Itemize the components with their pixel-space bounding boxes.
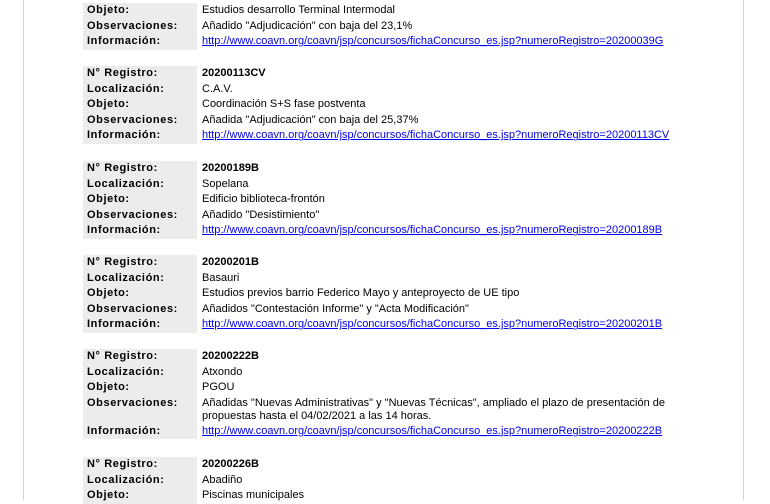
observaciones-label: Observaciones: [83, 396, 197, 424]
observaciones-value: Añadido "Adjudicación" con baja del 23,1% [202, 19, 413, 32]
localizacion-value: Abadiño [202, 473, 243, 486]
localizacion-label: Localización: [83, 177, 197, 193]
registro-row [83, 161, 703, 177]
localizacion-row [83, 473, 703, 489]
localizacion-label: Localización: [83, 271, 197, 287]
informacion-label: Información: [83, 424, 197, 440]
objeto-label: Objeto: [83, 488, 197, 504]
observaciones-row [83, 19, 703, 35]
informacion-label: Información: [83, 34, 197, 50]
observaciones-row [83, 208, 703, 224]
objeto-value: Estudios previos barrio Federico Mayo y anteproyecto de UE tipo [202, 287, 520, 300]
observaciones-row [83, 113, 703, 129]
localizacion-value: Basauri [202, 271, 240, 284]
localizacion-row [83, 177, 703, 193]
informacion-value [197, 223, 662, 239]
informacion-label: Información: [83, 317, 197, 333]
localizacion-value: C.A.V. [202, 82, 233, 95]
objeto-label: Objeto: [83, 3, 197, 19]
localizacion-value: Atxondo [202, 365, 243, 378]
objeto-row [83, 286, 703, 302]
ficha-concurso-link[interactable]: http://www.coavn.org/coavn/jsp/concursos/fichaConcurso_es.jsp?numeroRegistro=20200113CV [202, 129, 670, 142]
informacion-row [83, 223, 703, 239]
observaciones-label: Observaciones: [83, 19, 197, 35]
objeto-row [83, 3, 703, 19]
registro-row [83, 349, 703, 365]
localizacion-label: Localización: [83, 82, 197, 98]
record-20200201B [83, 255, 703, 333]
registro-row [83, 66, 703, 82]
registro-label: N° Registro: [83, 255, 197, 271]
observaciones-row [83, 396, 703, 424]
informacion-row [83, 128, 703, 144]
registro-row [83, 457, 703, 473]
observaciones-label: Observaciones: [83, 302, 197, 318]
registro-row [83, 255, 703, 271]
observaciones-value: Añadidas "Nuevas Administrativas" y "Nuevas Técnicas", ampliado el plazo de presentación de propuestas hasta el 04/02/2021 a las 14 horas. [202, 396, 665, 422]
registro-label: N° Registro: [83, 161, 197, 177]
registro-value: 20200201B [202, 256, 259, 268]
informacion-value [197, 34, 663, 50]
record-20200113CV [83, 66, 703, 144]
objeto-label: Objeto: [83, 380, 197, 396]
observaciones-value: Añadido "Desistimiento" [202, 208, 320, 221]
informacion-row [83, 317, 703, 333]
informacion-row [83, 34, 703, 50]
objeto-label: Objeto: [83, 192, 197, 208]
objeto-label: Objeto: [83, 97, 197, 113]
objeto-row [83, 97, 703, 113]
ficha-concurso-link[interactable]: http://www.coavn.org/coavn/jsp/concursos/fichaConcurso_es.jsp?numeroRegistro=20200222B [202, 424, 663, 437]
observaciones-value: Añadida "Adjudicación" con baja del 25,37% [202, 113, 419, 126]
informacion-value [197, 128, 669, 144]
registro-value: 20200113CV [202, 67, 266, 79]
objeto-row [83, 192, 703, 208]
localizacion-label: Localización: [83, 365, 197, 381]
record-20200222B [83, 349, 703, 439]
localizacion-row [83, 365, 703, 381]
registro-label: N° Registro: [83, 66, 197, 82]
ficha-concurso-link[interactable]: http://www.coavn.org/coavn/jsp/concursos/fichaConcurso_es.jsp?numeroRegistro=20200039G [202, 35, 664, 48]
objeto-value: Coordinación S+S fase postventa [202, 98, 366, 111]
informacion-row [83, 424, 703, 440]
ficha-concurso-link[interactable]: http://www.coavn.org/coavn/jsp/concursos/fichaConcurso_es.jsp?numeroRegistro=20200201B [202, 318, 663, 331]
observaciones-label: Observaciones: [83, 113, 197, 129]
informacion-label: Información: [83, 223, 197, 239]
record-20200039G [83, 3, 703, 50]
objeto-row [83, 488, 703, 504]
localizacion-value: Sopelana [202, 177, 249, 190]
observaciones-row [83, 302, 703, 318]
record-20200189B [83, 161, 703, 239]
registro-label: N° Registro: [83, 457, 197, 473]
objeto-value: Edificio biblioteca-frontón [202, 193, 325, 206]
document-page [23, 0, 744, 500]
objeto-value: Piscinas municipales [202, 489, 305, 502]
ficha-concurso-link[interactable]: http://www.coavn.org/coavn/jsp/concursos/fichaConcurso_es.jsp?numeroRegistro=20200189B [202, 224, 663, 237]
registro-value: 20200226B [202, 458, 259, 470]
objeto-value: Estudios desarrollo Terminal Intermodal [202, 4, 395, 16]
localizacion-row [83, 82, 703, 98]
informacion-value [197, 424, 662, 440]
registro-label: N° Registro: [83, 349, 197, 365]
localizacion-row [83, 271, 703, 287]
registro-value: 20200189B [202, 162, 259, 174]
registro-value: 20200222B [202, 350, 259, 362]
observaciones-value: Añadidos "Contestación Informe" y "Acta Modificación" [202, 302, 469, 315]
observaciones-label: Observaciones: [83, 208, 197, 224]
record-20200226B [83, 457, 703, 504]
objeto-value: PGOU [202, 381, 235, 394]
informacion-value [197, 317, 662, 333]
localizacion-label: Localización: [83, 473, 197, 489]
objeto-row [83, 380, 703, 396]
informacion-label: Información: [83, 128, 197, 144]
objeto-label: Objeto: [83, 286, 197, 302]
